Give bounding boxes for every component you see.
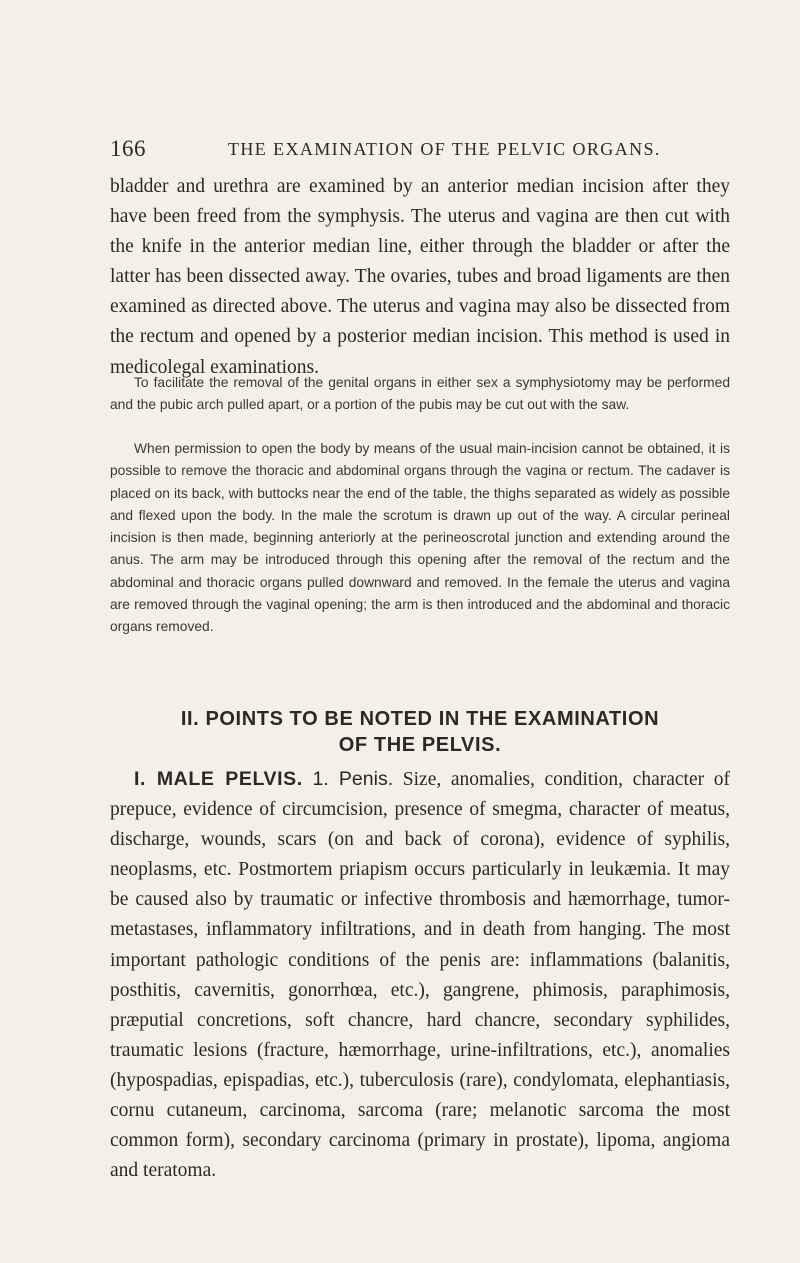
page-number: 166 — [110, 136, 146, 161]
section-heading-line-2: OF THE PELVIS. — [338, 734, 502, 756]
intro-paragraph: bladder and urethra are examined by an anterior median incision after they have been freed from the symphysis. The uterus and vagina are then cut with the knife in the anterior median line, either through the bladder or after the latter has been dissected away. The ovaries, tubes and broad ligaments are then examined as directed above. The uterus and vagina may also be dissected from the rectum and opened by a posterior median incision. This method is used in medicolegal examinations. — [110, 176, 730, 378]
male-pelvis-paragraph — [110, 764, 730, 1186]
penis-subhead: 1. Penis. — [312, 768, 394, 790]
page-header — [110, 136, 730, 164]
small-paragraph-symphysiotomy: To facilitate the removal of the genital organs in either sex a symphysiotomy may be performed and the pubic arch pulled apart, or a portion of the pubis may be cut out with the saw. — [110, 375, 730, 413]
male-pelvis-label: I. MALE PELVIS. — [134, 768, 303, 790]
small-paragraph-vaginal-removal: When permission to open the body by means of the usual main-incision cannot be obtained, it is possible to remove the thoracic and abdominal organs through the vagina or rectum. The cadaver is placed on its back, with buttocks near the end of the table, the thighs separated as widely as possible and flexed upon the body. In the male the scrotum is drawn up out of the way. A circular perineal incision is then made, beginning anteriorly at the perineoscrotal junction and extending around the anus. The arm may be introduced through this opening after the removal of the rectum and the abdominal and thoracic organs pulled downward and removed. In the female the uterus and vagina are removed through the vaginal opening; the arm is then introduced and the abdominal and thoracic organs removed. — [110, 441, 730, 635]
section-heading-line-1: II. POINTS TO BE NOTED IN THE EXAMINATION — [180, 708, 660, 730]
running-head: THE EXAMINATION OF THE PELVIC ORGANS. — [228, 139, 661, 159]
penis-text: Size, anomalies, condition, character of prepuce, evidence of circumcision, presence of smegma, character of meatus, discharge, wounds, scars (on and back of corona), evidence of syphilis, neoplasms, etc. Postmortem priapism occurs particularly in leukæmia. It may be caused also by traumatic or infective thrombosis and hæmorrhage, tumor-metastases, inflammatory infiltrations, and in death from hanging. The most important pathologic conditions of the penis are: inflammations (balanitis, posthitis, cavernitis, gonorrhœa, etc.), gangrene, phimosis, paraphimosis, præputial concretions, soft chancre, hard chancre, secondary syphilides, traumatic lesions (fracture, hæmorrhage, urine-infiltrations, etc.), anomalies (hypospadias, epispadias, etc.), tuberculosis (rare), condylomata, elephantiasis, cornu cutaneum, carcinoma, sarcoma (rare; melanotic sarcoma the most common form), secondary carcinoma (primary in prostate), lipoma, angioma and teratoma. — [110, 769, 730, 1182]
section-heading — [110, 706, 730, 758]
